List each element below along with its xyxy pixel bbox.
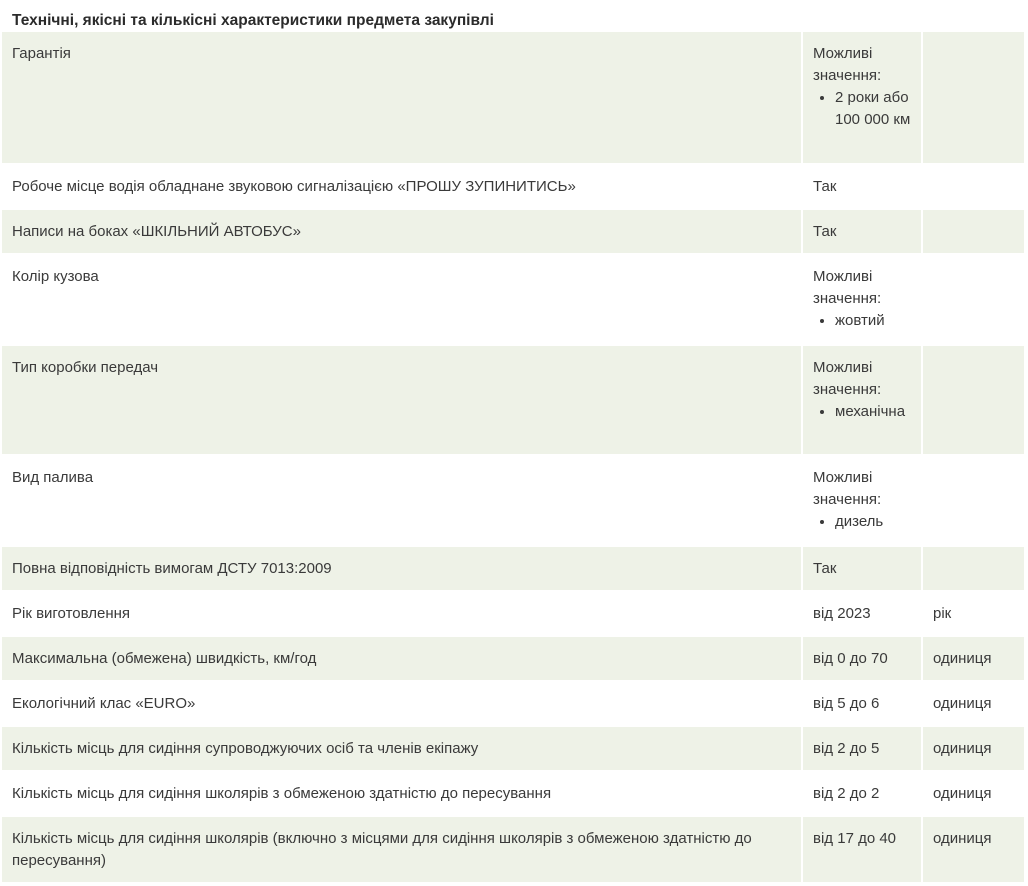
spec-unit: одиниця [923, 772, 1024, 815]
table-row [2, 637, 1024, 680]
table-row [2, 165, 1024, 208]
table-row [2, 817, 1024, 882]
spec-unit: одиниця [923, 817, 1024, 882]
table-row [2, 456, 1024, 545]
list-item: • 2 роки або 100 000 км [835, 87, 911, 131]
spec-value: Так [803, 165, 921, 208]
possible-values-label: Можливі значення: [813, 45, 882, 84]
spec-name: Вид палива [2, 456, 801, 545]
spec-name: Максимальна (обмежена) швидкість, км/год [2, 637, 801, 680]
table-row [2, 727, 1024, 770]
table-row [2, 547, 1024, 590]
spec-unit [923, 547, 1024, 590]
spec-name: Кількість місць для сидіння супроводжуючих осіб та членів екіпажу [2, 727, 801, 770]
possible-values-list [813, 401, 911, 423]
spec-unit: одиниця [923, 727, 1024, 770]
possible-values-list [813, 310, 911, 332]
spec-name: Тип коробки передач [2, 346, 801, 454]
spec-value [803, 255, 921, 344]
table-row [2, 210, 1024, 253]
spec-value: Так [803, 547, 921, 590]
spec-unit: одиниця [923, 682, 1024, 725]
spec-unit: рік [923, 592, 1024, 635]
spec-value [803, 32, 921, 163]
section-title: Технічні, якісні та кількісні характеристики предмета закупівлі [12, 12, 494, 29]
spec-name: Колір кузова [2, 255, 801, 344]
possible-values-label: Можливі значення: [813, 359, 882, 398]
possible-values-label: Можливі значення: [813, 268, 882, 307]
spec-name: Рік виготовлення [2, 592, 801, 635]
table-row [2, 772, 1024, 815]
spec-value [803, 456, 921, 545]
possible-values-list [813, 87, 911, 131]
spec-name: Робоче місце водія обладнане звуковою сигналізацією «ПРОШУ ЗУПИНИТИСЬ» [2, 165, 801, 208]
spec-name: Кількість місць для сидіння школярів з обмеженою здатністю до пересування [2, 772, 801, 815]
specs-table [0, 30, 1026, 884]
table-row [2, 32, 1024, 163]
spec-name: Повна відповідність вимогам ДСТУ 7013:2009 [2, 547, 801, 590]
spec-value: від 2 до 5 [803, 727, 921, 770]
table-row [2, 592, 1024, 635]
spec-name: Написи на боках «ШКІЛЬНИЙ АВТОБУС» [2, 210, 801, 253]
spec-unit [923, 346, 1024, 454]
possible-values-list [813, 511, 911, 533]
spec-value [803, 346, 921, 454]
spec-unit: одиниця [923, 637, 1024, 680]
possible-values-label: Можливі значення: [813, 469, 882, 508]
spec-unit [923, 165, 1024, 208]
spec-value: від 2023 [803, 592, 921, 635]
spec-name: Кількість місць для сидіння школярів (включно з місцями для сидіння школярів з обмеженою здатністю до пересування) [2, 817, 801, 882]
table-row [2, 255, 1024, 344]
spec-unit [923, 32, 1024, 163]
spec-unit [923, 210, 1024, 253]
spec-value: від 17 до 40 [803, 817, 921, 882]
spec-value: Так [803, 210, 921, 253]
list-item: • жовтий [835, 310, 911, 332]
table-row [2, 346, 1024, 454]
list-item: • механічна [835, 401, 911, 423]
table-row [2, 682, 1024, 725]
list-item: • дизель [835, 511, 911, 533]
spec-value: від 2 до 2 [803, 772, 921, 815]
spec-unit [923, 255, 1024, 344]
spec-unit [923, 456, 1024, 545]
spec-value: від 0 до 70 [803, 637, 921, 680]
spec-value: від 5 до 6 [803, 682, 921, 725]
spec-name: Гарантія [2, 32, 801, 163]
spec-name: Екологічний клас «EURO» [2, 682, 801, 725]
